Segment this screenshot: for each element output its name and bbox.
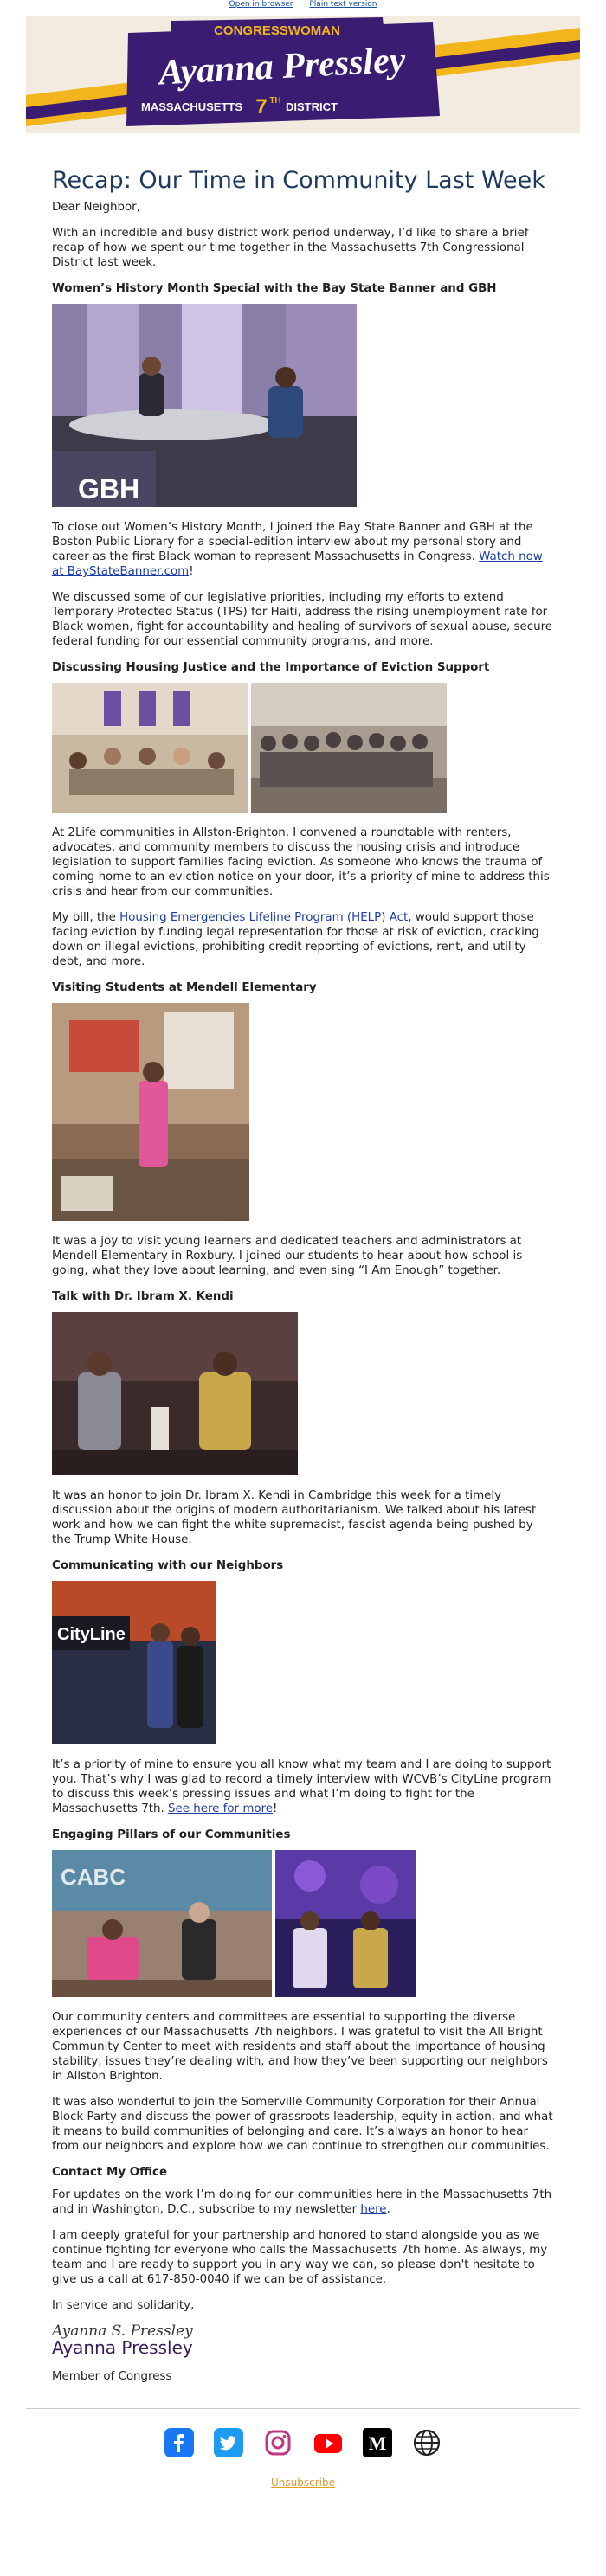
pillars-paragraph-1: Our community centers and committees are essential to supporting the diverse experiences of our Massachusetts 7th neighbors. I was grateful to visit the All Bright Community Center to meet with residents and staff about the importance of housing stability, issues they’re dealing with, and how they’ve been supporting our neighbors in Allston Brighton.: [52, 2011, 548, 2083]
see-here-for-more-link[interactable]: See here for more: [167, 1802, 274, 1815]
social-links: [0, 2428, 606, 2457]
svg-text:M: M: [368, 2432, 387, 2454]
header-banner: [26, 16, 580, 133]
twitter-icon[interactable]: [214, 2428, 243, 2457]
photo-roundtable: [52, 683, 248, 813]
top-links: [0, 0, 606, 12]
photo-mendell-elementary: [52, 1003, 249, 1221]
section-heading-pillars: Engaging Pillars of our Communities: [52, 1828, 291, 1841]
newsletter-subscribe-link[interactable]: here: [360, 2203, 387, 2216]
section-heading-womens-history: Women’s History Month Special with the Bay State Banner and GBH: [52, 282, 497, 295]
footer-divider: [26, 2408, 580, 2409]
banner-line1: CONGRESSWOMAN: [214, 23, 340, 38]
website-icon[interactable]: [412, 2428, 442, 2457]
photo-gbh-interview: [52, 304, 357, 507]
open-in-browser-link[interactable]: Open in browser: [229, 0, 293, 9]
photo-block-party: [275, 1850, 416, 1997]
unsubscribe-area: [0, 2476, 606, 2489]
banner-line3c: TH: [269, 96, 281, 106]
section-heading-mendell: Visiting Students at Mendell Elementary: [52, 981, 317, 994]
pillars-paragraph-2: It was also wonderful to join the Somerville Community Corporation for their Annual Block Party and discuss the power of grassroots leadership, equity in action, and what it means to build communities of belonging and care. It’s always an honor to hear from our neighbors and explore how we can continue to strengthen our communities.: [52, 2096, 553, 2153]
photo-kendi-talk: [52, 1312, 298, 1475]
cityline-logo-text: CityLine: [57, 1625, 126, 1644]
gbh-logo-text: GBH: [78, 473, 140, 504]
womens-history-paragraph-1: To close out Women’s History Month, I joined the Bay State Banner and GBH at the Boston Public Library for a special-edition interview about my personal story and career as the first Black woman to represent Massachusetts in Congress. Watch now at BayStateBanner.com!: [52, 521, 543, 578]
closing: In service and solidarity,: [52, 2299, 195, 2312]
banner-graphic: [26, 16, 580, 133]
pillars-photos: [52, 1850, 554, 1997]
womens-history-paragraph-2: We discussed some of our legislative priorities, including my efforts to extend Temporary Protected Status (TPS) for Haiti, address the rising unemployment rate for Black women, fight for accountability and healing of survivors of sexual abuse, secure federal funding for our essential community programs, and more.: [52, 591, 553, 648]
greeting: Dear Neighbor,: [52, 201, 140, 214]
email-body: [0, 167, 606, 2384]
sender-role: Member of Congress: [52, 2370, 172, 2383]
photo-housing-group: [251, 683, 447, 813]
section-heading-housing: Discussing Housing Justice and the Importance of Eviction Support: [52, 661, 490, 674]
instagram-icon[interactable]: [263, 2428, 293, 2457]
medium-icon[interactable]: [363, 2428, 392, 2457]
contact-paragraph-1: For updates on the work I’m doing for our communities here in the Massachusetts 7th and in Washington, D.C., subscribe to my newsletter here.: [52, 2188, 552, 2216]
signature: Ayanna S. Pressley: [52, 2322, 193, 2340]
section-heading-contact: Contact My Office: [52, 2166, 168, 2179]
intro-paragraph: With an incredible and busy district work period underway, I’d like to share a brief recap of how we spent our time together in the Massachusetts 7th Congressional District last week.: [52, 227, 529, 269]
youtube-icon[interactable]: [313, 2428, 343, 2457]
help-act-link[interactable]: Housing Emergencies Lifeline Program (HELP) Act: [119, 911, 409, 924]
plain-text-link[interactable]: Plain text version: [309, 0, 377, 9]
unsubscribe-link[interactable]: Unsubscribe: [271, 2476, 335, 2489]
banner-line2: Ayanna Pressley: [158, 40, 407, 93]
watch-baystatebanner-link[interactable]: Watch now at BayStateBanner.com: [52, 550, 543, 578]
photo-allbright-center: [52, 1850, 272, 1997]
banner-line3b: 7: [255, 95, 268, 119]
kendi-paragraph: It was an honor to join Dr. Ibram X. Kendi in Cambridge this week for a timely discussion about the origins of modern authoritarianism. We talked about his latest work and how we can fight the white supremacist, fascist agenda being pushed by the Trump White House.: [52, 1489, 537, 1546]
contact-paragraph-2: I am deeply grateful for your partnership and honored to stand alongside you as we continue fighting for everyone who calls the Massachusetts 7th home. As always, my team and I are ready to support you in any way we can, so please don't hesitate to give us a call at 617-850-0040 if we can be of assistance.: [52, 2229, 548, 2286]
housing-paragraph-2: My bill, the Housing Emergencies Lifeline Program (HELP) Act, would support those facing eviction by funding legal representation for those at risk of eviction, cracking down on illegal evictions, prohibiting credit reporting of evictions, rent, and utility debt, and more.: [52, 911, 539, 968]
photo-cityline: [52, 1581, 216, 1744]
mendell-paragraph: It was a joy to visit young learners and dedicated teachers and administrators at Mendell Elementary in Roxbury. I joined our students to hear about how school is going, what they love about learning, and even sing “I Am Enough” together.: [52, 1235, 523, 1277]
section-heading-communicating: Communicating with our Neighbors: [52, 1559, 284, 1572]
page-title: Recap: Our Time in Community Last Week: [52, 167, 545, 194]
section-heading-kendi: Talk with Dr. Ibram X. Kendi: [52, 1290, 234, 1303]
sender-name: Ayanna Pressley: [52, 2337, 193, 2358]
facebook-icon[interactable]: [164, 2428, 194, 2457]
housing-paragraph-1: At 2Life communities in Allston-Brighton, I convened a roundtable with renters, advocates, and community members to discuss the housing crisis and introduce legislation to support families facing eviction. As someone who knows the trauma of coming home to an eviction notice on your door, it’s a priority of mine to address this crisis and hear from our communities.: [52, 826, 550, 898]
banner-line3d: DISTRICT: [286, 100, 338, 113]
cabc-sign-text: CABC: [61, 1864, 126, 1890]
communicating-paragraph: It’s a priority of mine to ensure you all know what my team and I are doing to support you. That’s why I was glad to record a timely interview with WCVB’s CityLine program to discuss this week’s pressing issues and what I’m doing to fight for the Massachusetts 7th. See here for more!: [52, 1758, 551, 1815]
banner-line3a: MASSACHUSETTS: [140, 100, 242, 113]
housing-photos: [52, 683, 554, 813]
